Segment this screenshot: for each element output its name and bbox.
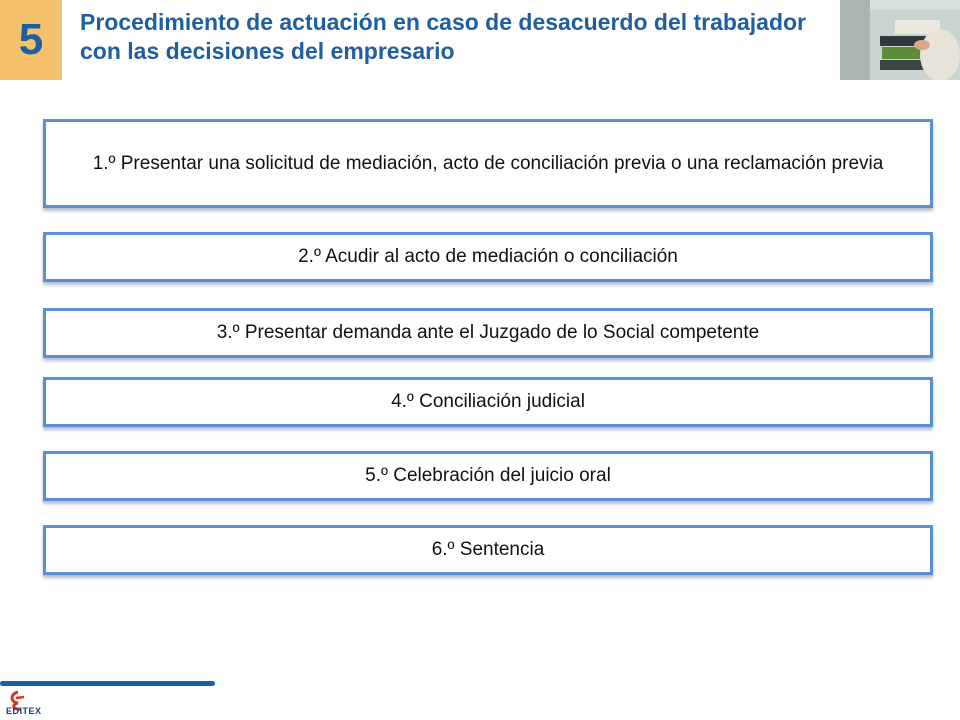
step-1-text: 1.º Presentar una solicitud de mediación, acto de conciliación previa o una reclamación previa bbox=[92, 152, 884, 174]
chapter-number: 5 bbox=[18, 15, 44, 64]
step-1-box bbox=[43, 119, 933, 208]
step-5-box bbox=[43, 451, 933, 501]
slide-header bbox=[0, 0, 960, 80]
step-3-box bbox=[43, 308, 933, 358]
slide-title: Procedimiento de actuación en caso de desacuerdo del trabajador con las decisiones del empresario bbox=[80, 9, 806, 64]
step-6-text: 6.º Sentencia bbox=[431, 539, 545, 560]
footer-divider bbox=[0, 681, 215, 686]
editex-logo-text: EDITEX bbox=[6, 706, 42, 716]
office-worker-photo-icon bbox=[840, 0, 960, 80]
step-6-box bbox=[43, 525, 933, 575]
step-2-box bbox=[43, 232, 933, 282]
header-photo bbox=[840, 0, 960, 80]
step-3-text: 3.º Presentar demanda ante el Juzgado de lo Social competente bbox=[216, 322, 760, 343]
step-4-text: 4.º Conciliación judicial bbox=[391, 391, 585, 412]
step-4-box bbox=[43, 377, 933, 427]
step-5-text: 5.º Celebración del juicio oral bbox=[365, 465, 611, 486]
chapter-badge bbox=[0, 0, 62, 80]
step-2-text: 2.º Acudir al acto de mediación o conciliación bbox=[298, 246, 678, 267]
